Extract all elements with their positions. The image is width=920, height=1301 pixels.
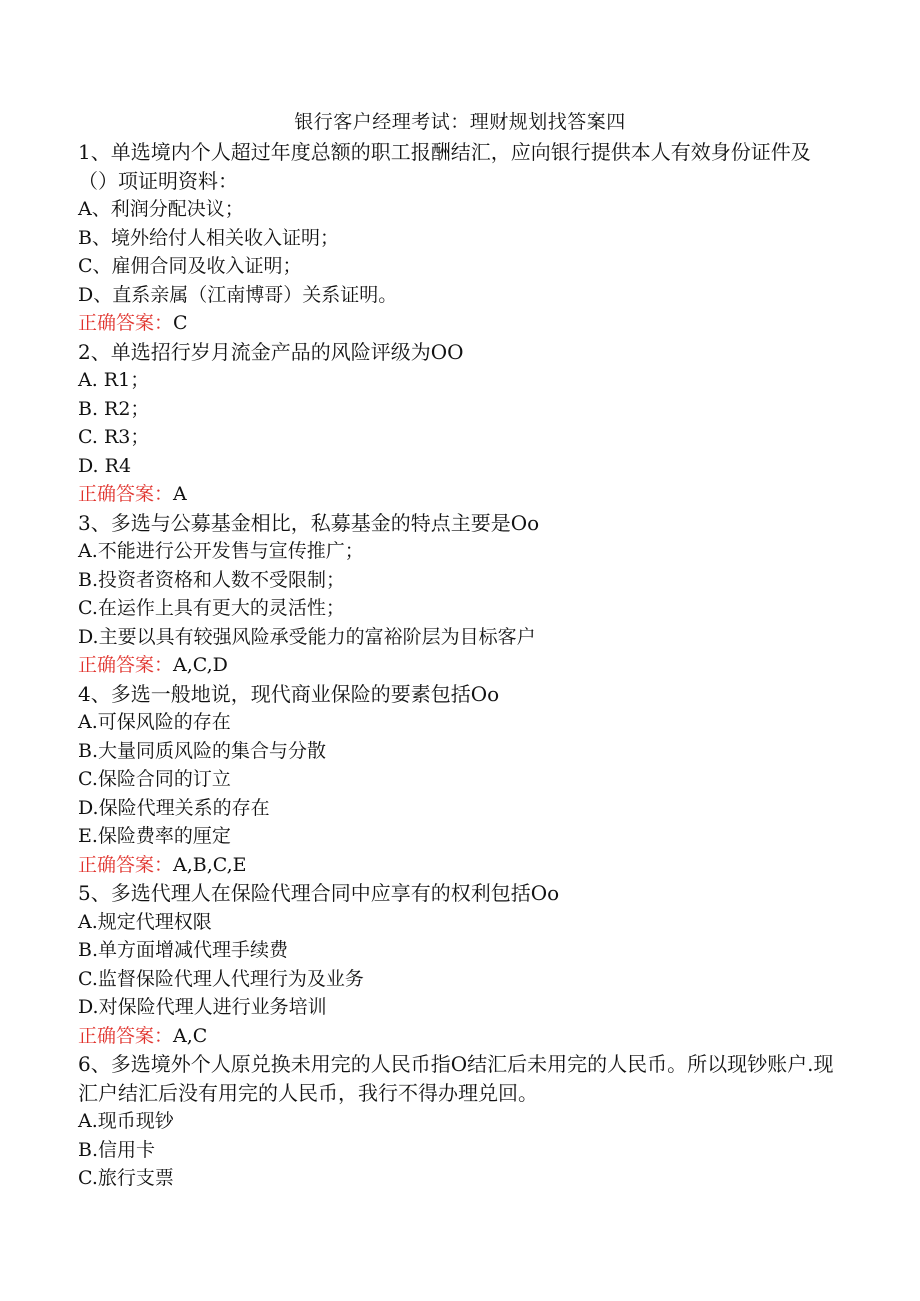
option-c: C.保险合同的订立 (78, 768, 231, 790)
answer-value: A,B,C,E (173, 853, 247, 876)
question-5 (78, 879, 838, 1050)
correct-answer (78, 1022, 838, 1051)
question-text: 2、单选招行岁月流金产品的风险评级为OO (78, 339, 464, 364)
question-4 (78, 680, 838, 880)
option-c: C.监督保险代理人代理行为及业务 (78, 967, 364, 990)
option-d: D.主要以具有较强风险承受能力的富裕阶层为目标客户 (78, 625, 536, 648)
option-d: D.保险代理关系的存在 (78, 796, 270, 819)
answer-value: C (173, 312, 188, 334)
question-text: 1、单选境内个人超过年度总额的职工报酬结汇，应向银行提供本人有效身份证件及（）项证明资料： (78, 140, 811, 193)
option-b: B.投资者资格和人数不受限制； (78, 568, 346, 591)
option-b: B.大量同质风险的集合与分散 (78, 739, 327, 762)
correct-answer (78, 480, 838, 509)
option-b: B. R2； (78, 397, 150, 420)
option-c: C.在运作上具有更大的灵活性； (78, 597, 345, 619)
option-a: A、利润分配决议； (78, 198, 244, 220)
option-a: A.可保风险的存在 (78, 711, 231, 733)
option-d: D、直系亲属（江南博哥）关系证明。 (78, 283, 398, 306)
answer-label: 正确答案： (78, 483, 174, 505)
correct-answer (78, 651, 838, 680)
question-text: 5、多选代理人在保险代理合同中应享有的权利包括Oo (78, 881, 560, 905)
correct-answer (78, 309, 838, 338)
option-e: E.保险费率的厘定 (78, 825, 231, 847)
option-a: A. R1； (78, 369, 150, 391)
answer-value: A,C,D (173, 654, 228, 676)
answer-label: 正确答案： (78, 853, 174, 876)
option-b: B.单方面增减代理手续费 (78, 939, 289, 961)
option-c: C、雇佣合同及收入证明； (78, 255, 302, 277)
answer-value: A (173, 483, 187, 505)
option-d: D. R4 (78, 454, 132, 477)
option-b: B.信用卡 (78, 1138, 156, 1161)
answer-value: A,C (173, 1024, 208, 1047)
option-a: A.现币现钞 (78, 1110, 174, 1132)
answer-label: 正确答案： (78, 1024, 174, 1047)
document-title: 银行客户经理考试：理财规划找答案四 (294, 111, 626, 133)
option-c: C.旅行支票 (78, 1167, 174, 1189)
question-text: 4、多选一般地说，现代商业保险的要素包括Oo (78, 681, 500, 706)
question-text: 6、多选境外个人原兑换未用完的人民币指O结汇后未用完的人民币。所以现钞账户.现汇户结汇后没有用完的人民币，我行不得办理兑回。 (78, 1052, 834, 1105)
question-3 (78, 509, 838, 680)
question-list (78, 138, 838, 1193)
option-c: C. R3； (78, 426, 150, 448)
option-a: A.不能进行公开发售与宣传推广； (78, 540, 364, 562)
answer-label: 正确答案： (78, 312, 174, 334)
question-2 (78, 338, 838, 509)
option-a: A.规定代理权限 (78, 910, 212, 933)
question-6 (78, 1050, 838, 1193)
option-b: B、境外给付人相关收入证明； (78, 226, 339, 249)
option-d: D.对保险代理人进行业务培训 (78, 996, 327, 1018)
answer-label: 正确答案： (78, 654, 174, 676)
question-text: 3、多选与公募基金相比，私募基金的特点主要是Oo (78, 510, 540, 535)
correct-answer (78, 851, 838, 880)
question-1 (78, 138, 838, 338)
